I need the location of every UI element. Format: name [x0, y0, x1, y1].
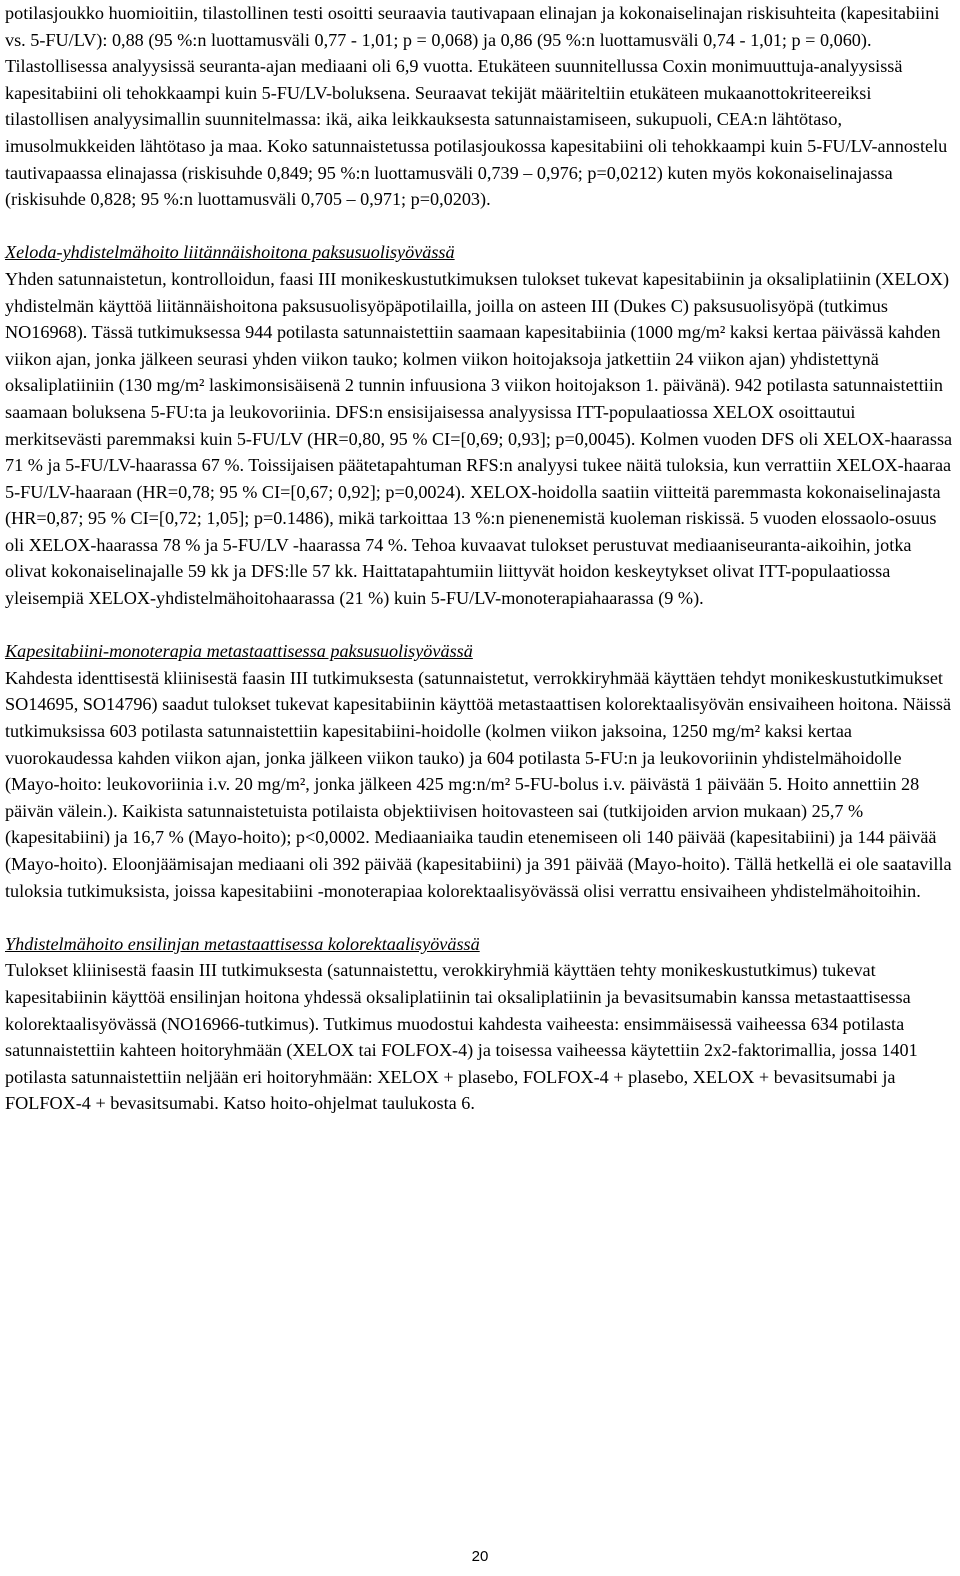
paragraph-analysis-results: potilasjoukko huomioitiin, tilastollinen testi osoitti seuraavia tautivapaan elinajan ja kokonaiselinajan riskisuhteita (kapesitabiini vs. 5-FU/LV): 0,88 (95 %:n luottamusväli 0,77 - 1,01; p = 0,068) ja 0,86 (95 %:n luottamusväli 0,74 - 1,01; p = 0,060). Tilastollisessa analyysissä seuranta-ajan mediaani oli 6,9 vuotta. Etukäteen suunnitellussa Coxin monimuuttuja-analyysissä kapesitabiini oli tehokkaampi kuin 5-FU/LV-boluksena. Seuraavat tekijät määriteltiin etukäteen mukaanottokriteereiksi tilastollisen analyysimallin suunnitelmassa: ikä, aika leikkauksesta satunnaistamiseen, sukupuoli, CEA:n lähtötaso, imusolmukkeiden lähtötaso ja maa. Koko satunnaistetussa potilasjoukossa kapesitabiini oli tehokkaampi kuin 5-FU/LV-annostelu tautivapaassa elinajassa (riskisuhde 0,849; 95 %:n luottamusväli 0,739 – 0,976; p=0,0212) kuten myös kokonaiselinajassa (riskisuhde 0,828; 95 %:n luottamusväli 0,705 – 0,971; p=0,0203).	[5, 3, 948, 210]
paragraph-gap	[5, 904, 953, 931]
paragraph-gap	[5, 213, 953, 240]
paragraph-first-line-combination: Tulokset kliinisestä faasin III tutkimuksesta (satunnaistettu, verokkiryhmiä käyttäen tehty monikeskustutkimus) tukevat kapesitabiinin käyttöä ensilinjan hoitona yhdessä oksaliplatiinin tai oksaliplatiinin ja bevasitsumabin kanssa metastaattisessa kolorektaalisyövässä (NO16966-tutkimus). Tutkimus muodostui kahdesta vaiheesta: ensimmäisessä vaiheessa 634 potilasta satunnaistettiin kahteen hoitoryhmään (XELOX tai FOLFOX-4) ja toisessa vaiheessa käytettiin 2x2-faktorimallia, jossa 1401 potilasta satunnaistettiin neljään eri hoitoryhmään: XELOX + plasebo, FOLFOX-4 + plasebo, XELOX + bevasitsumabi ja FOLFOX-4 + bevasitsumabi. Katso hoito-ohjelmat taulukosta 6.	[5, 960, 918, 1114]
section-heading-xeloda-adjuvant: Xeloda-yhdistelmähoito liitännäishoitona paksusuolisyövässä	[5, 242, 455, 263]
paragraph-gap	[5, 612, 953, 639]
paragraph-xeloda-adjuvant: Yhden satunnaistetun, kontrolloidun, faasi III monikeskustutkimuksen tulokset tukevat kapesitabiinin ja oksaliplatiinin (XELOX) yhdistelmän käyttöä liitännäishoitona paksusuolisyöpäpotilailla, joilla on asteen III (Dukes C) paksusuolisyöpä (tutkimus NO16968). Tässä tutkimuksessa 944 potilasta satunnaistettiin saamaan kapesitabiinia (1000 mg/m² kaksi kertaa päivässä kahden viikon ajan, jonka jälkeen seurasi yhden viikon tauko; kolmen viikon hoitojaksoja jatkettiin 24 viikon ajan) yhdistettynä oksaliplatiiniin (130 mg/m² laskimonsisäisenä 2 tunnin infuusiona 3 viikon hoitojakson 1. päivänä). 942 potilasta satunnaistettiin saamaan boluksena 5-FU:ta ja leukovoriinia. DFS:n ensisijaisessa analyysissa ITT-populaatiossa XELOX osoittautui merkitsevästi paremmaksi kuin 5-FU/LV (HR=0,80, 95 % CI=[0,69; 0,93]; p=0,0045). Kolmen vuoden DFS oli XELOX-haarassa 71 % ja 5-FU/LV-haarassa 67 %. Toissijaisen päätetapahtuman RFS:n analyysi tukee näitä tuloksia, kun verrattiin XELOX-haaraa 5-FU/LV-haaraan (HR=0,78; 95 % CI=[0,67; 0,92]; p=0,0024). XELOX-hoidolla saatiin viitteitä paremmasta kokonaiselinajasta (HR=0,87; 95 % CI=[0,72; 1,05]; p=0.1486), mikä tarkoittaa 13 %:n pienenemistä kuoleman riskissä. 5 vuoden elossaolo-osuus oli XELOX-haarassa 78 % ja 5-FU/LV -haarassa 74 %. Tehoa kuvaavat tulokset perustuvat mediaaniseuranta-aikoihin, jotka olivat kokonaiselinajalle 59 kk ja DFS:lle 57 kk. Haittatapahtumiin liittyvät hoidon keskeytykset olivat ITT-populaatiossa yleisempiä XELOX-yhdistelmähoitohaarassa (21 %) kuin 5-FU/LV-monoterapiahaarassa (9 %).	[5, 268, 953, 609]
document-page	[5, 0, 953, 1117]
page-number: 20	[471, 1548, 489, 1565]
section-heading-first-line-combination: Yhdistelmähoito ensilinjan metastaattisessa kolorektaalisyövässä	[5, 933, 480, 954]
paragraph-monotherapy: Kahdesta identtisestä kliinisestä faasin III tutkimuksesta (satunnaistetut, verrokkiryhmää käyttäen tehdyt monikeskustutkimukset SO14695, SO14796) saadut tulokset tukevat kapesitabiinin käyttöä metastaattisen kolorektaalisyövän ensivaiheen hoitona. Näissä tutkimuksissa 603 potilasta satunnaistettiin kapesitabiini-hoidolle (kolmen viikon jaksoina, 1250 mg/m² kaksi kertaa vuorokaudessa kahden viikon ajan, jonka jälkeen viikon tauko) ja 604 potilasta 5-FU:n ja leukovoriinin yhdistelmähoidolle (Mayo-hoito: leukovoriinia i.v. 20 mg/m², jonka jälkeen 425 mg:n/m² 5-FU-bolus i.v. päivästä 1 päivään 5. Hoito annettiin 28 päivän välein.). Kaikista satunnaistetuista potilaista objektiivisen hoitovasteen sai (tutkijoiden arvion mukaan) 25,7 % (kapesitabiini) ja 16,7 % (Mayo-hoito); p<0,0002. Mediaaniaika taudin etenemiseen oli 140 päivää (kapesitabiini) ja 144 päivää (Mayo-hoito). Eloonjäämisajan mediaani oli 392 päivää (kapesitabiini) ja 391 päivää (Mayo-hoito). Tällä hetkellä ei ole saatavilla tuloksia tutkimuksista, joissa kapesitabiini -monoterapiaa kolorektaalisyövässä olisi verrattu ensivaiheen yhdistelmähoitoihin.	[5, 667, 952, 901]
section-heading-monotherapy: Kapesitabiini-monoterapia metastaattisessa paksusuolisyövässä	[5, 641, 473, 662]
